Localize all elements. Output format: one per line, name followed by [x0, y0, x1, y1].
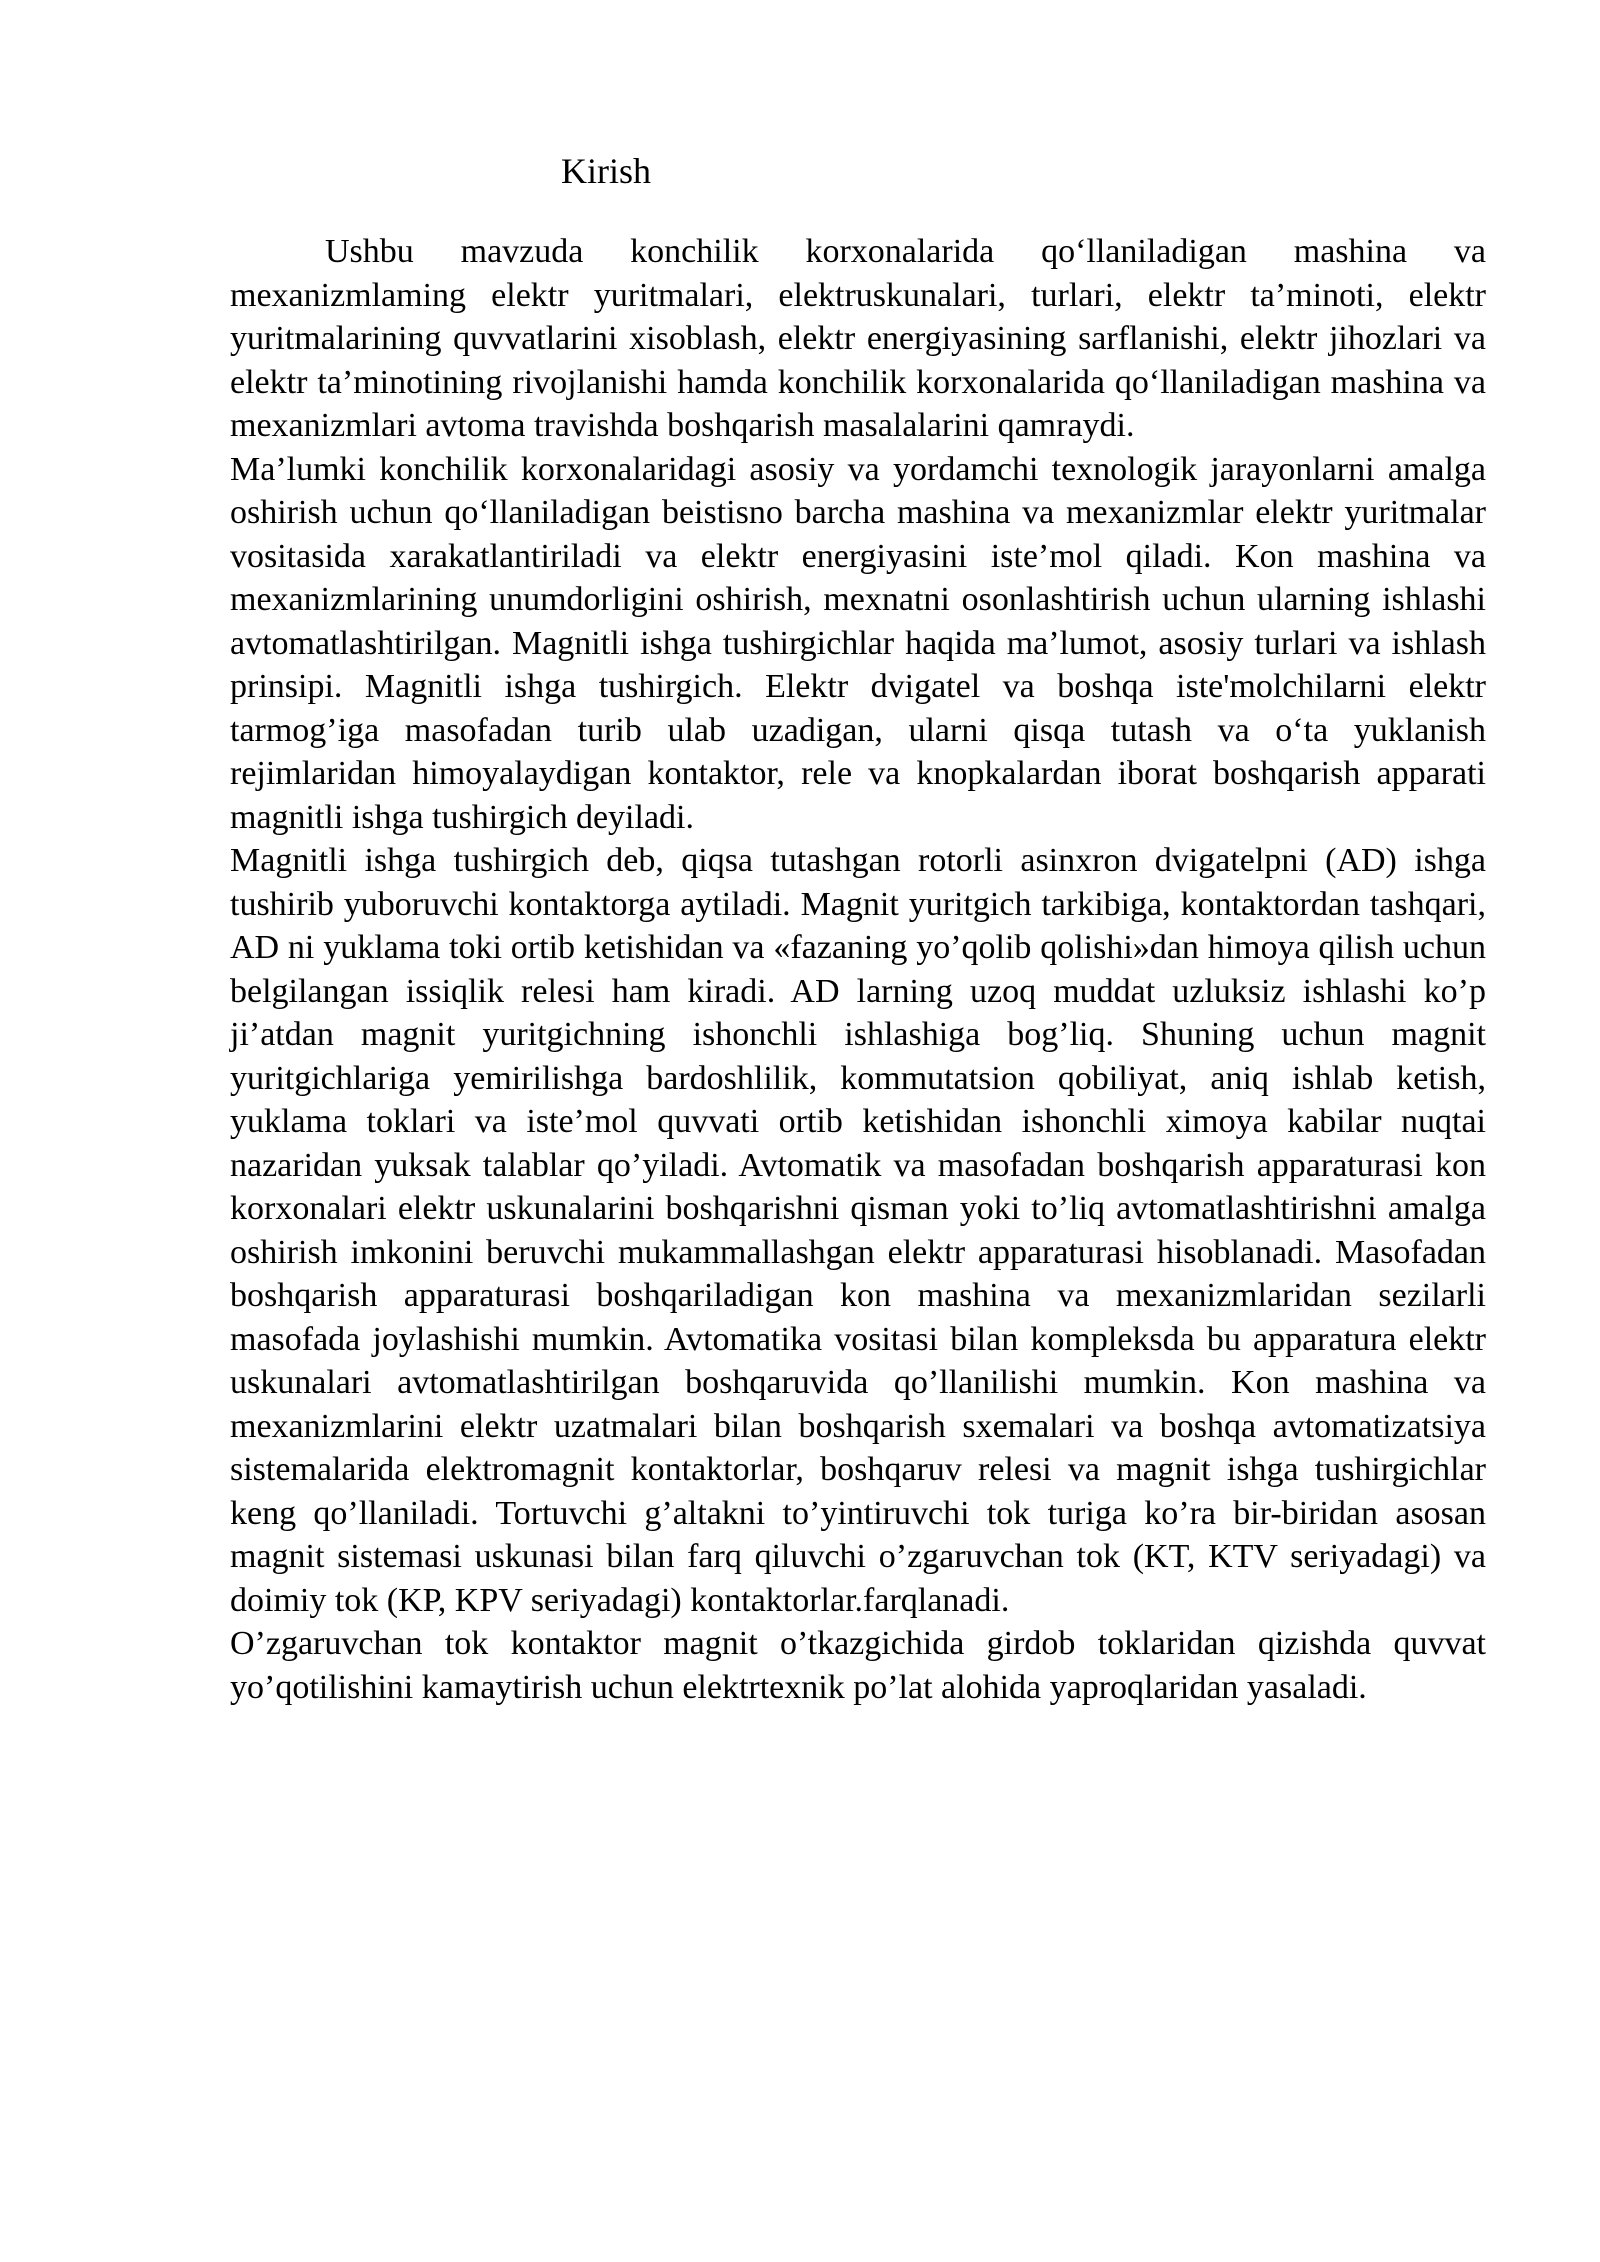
- paragraph-electric-drives: Ma’lumki konchilik korxonalaridagi asosiy va yordamchi texnologik jarayonlarni amalga oshirish uchun qo‘llaniladigan beistisno barcha mashina va mexanizmlar elektr yuritmalar vositasida xarakatlantiriladi va elektr energiyasini iste’mol qiladi. Kon mashina va mexanizmlarining unumdorligini oshirish, mexnatni osonlashtirish uchun ularning ishlashi avtomatlashtirilgan. Magnitli ishga tushirgichlar haqida ma’lumot, asosiy turlari va ishlash prinsipi. Magnitli ishga tushirgich. Elektr dvigatel va boshqa iste'molchilarni elektr tarmog’iga masofadan turib ulab uzadigan, ularni qisqa tutash va o‘ta yuklanish rejimlaridan himoyalaydigan kontaktor, rele va knopkalardan iborat boshqarish apparati magnitli ishga tushirgich deyiladi.: [230, 450, 1486, 836]
- page-title: Kirish: [561, 151, 651, 191]
- paragraph-intro: Ushbu mavzuda konchilik korxonalarida qo‘llaniladigan mashina va mexanizmlaming elektr yuritmalari, elektruskunalari, turlari, elektr ta’minoti, elektr yuritmalarining quvvatlarini xisoblash, elektr energiyasining sarflanishi, elektr jihozlari va elektr ta’minotining rivojlanishi hamda konchilik korxonalarida qo‘llaniladigan mashina va mexanizmlari avtoma travishda boshqarish masalalarini qamraydi.: [230, 233, 1486, 444]
- paragraph-magnetic-starter: Magnitli ishga tushirgich deb, qiqsa tutashgan rotorli asinxron dvigatelpni (AD) ishga tushirib yuboruvchi kontaktorga aytiladi. Magnit yuritgich tarkibiga, kontaktordan tashqari, AD ni yuklama toki ortib ketishidan va «fazaning yo’qolib qolishi»dan himoya qilish uchun belgilangan issiqlik relesi ham kiradi. AD larning uzoq muddat uzluksiz ishlashi ko’p ji’atdan magnit yuritgichning ishonchli ishlashiga bog’liq. Shuning uchun magnit yuritgichlariga yemirilishga bardoshlilik, kommutatsion qobiliyat, aniq ishlab ketish, yuklama toklari va iste’mol quvvati ortib ketishidan ishonchli ximoya kabilar nuqtai nazaridan yuksak talablar qo’yiladi. Avtomatik va masofadan boshqarish apparaturasi kon korxonalari elektr uskunalarini boshqarishni qisman yoki to’liq avtomatlashtirishni amalga oshirish imkonini beruvchi mukammallashgan elektr apparaturasi hisoblanadi. Masofadan boshqarish apparaturasi boshqariladigan kon mashina va mexanizmlaridan sezilarli masofada joylashishi mumkin. Avtomatika vositasi bilan kompleksda bu apparatura elektr uskunalari avtomatlashtirilgan boshqaruvida qo’llanilishi mumkin. Kon mashina va mexanizmlarini elektr uzatmalari bilan boshqarish sxemalari va boshqa avtomatizatsiya sistemalarida elektromagnit kontaktorlar, boshqaruv relesi va magnit ishga tushirgichlar keng qo’llaniladi. Tortuvchi g’altakni to’yintiruvchi tok turiga ko’ra bir-biridan asosan magnit sistemasi uskunasi bilan farq qiluvchi o’zgaruvchan tok (KT, KTV seriyadagi) va doimiy tok (KP, KPV seriyadagi) kontaktorlar.farqlanadi.: [230, 842, 1486, 1619]
- document-body: [230, 230, 1486, 1709]
- paragraph-ac-contactor: O’zgaruvchan tok kontaktor magnit o’tkazgichida girdob toklaridan qizishda quvvat yo’qotilishini kamaytirish uchun elektrtexnik po’lat alohida yaproqlaridan yasaladi.: [230, 1625, 1486, 1706]
